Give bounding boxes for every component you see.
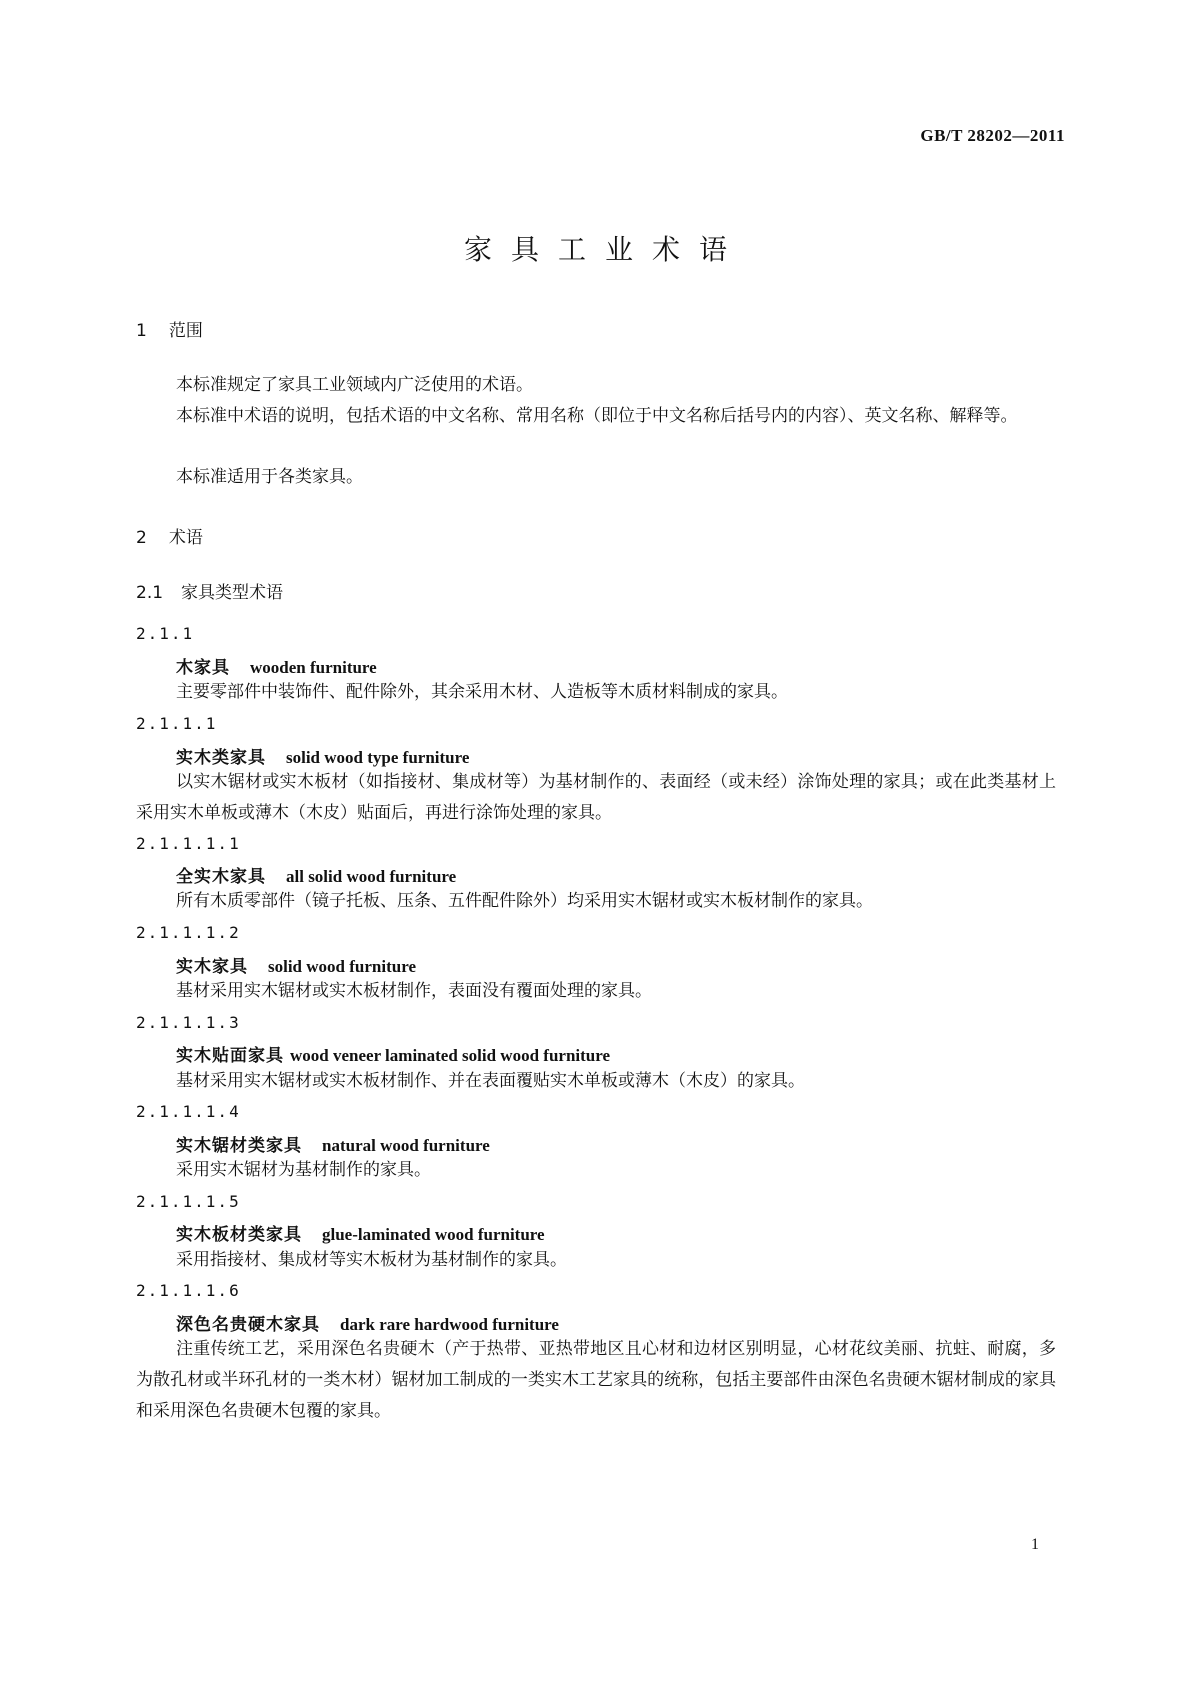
term-definition: 基材采用实木锯材或实木板材制作、并在表面覆贴实木单板或薄木（木皮）的家具。: [176, 1071, 805, 1091]
term-zh: 木家具: [176, 658, 230, 678]
term-definition: 注重传统工艺，采用深色名贵硬木（产于热带、亚热带地区且心材和边材区别明显，心材花纹美丽、抗蛀、耐腐，多为散孔材或半环孔材的一类木材）锯材加工制成的一类实木工艺家具的统称，包括主要部件由深色名贵硬木锯材制成的家具和采用深色名贵硬木包覆的家具。: [136, 1339, 1056, 1421]
term-number: 2.1.1: [136, 624, 195, 643]
subsection-heading-furniture-types: [136, 578, 283, 603]
term-en: solid wood furniture: [268, 957, 416, 976]
term-title: [176, 653, 377, 678]
term-definition: 采用指接材、集成材等实木板材为基材制作的家具。: [176, 1250, 567, 1270]
section-title: 范围: [168, 321, 203, 341]
term-number: 2.1.1.1.3: [136, 1013, 241, 1032]
term-number: 2.1.1.1.5: [136, 1192, 241, 1211]
term-title: [176, 952, 416, 977]
term-number: 2.1.1.1.1: [136, 834, 241, 853]
page-number: 1: [1031, 1536, 1039, 1553]
term-zh: 深色名贵硬木家具: [176, 1315, 320, 1335]
document-title: 家具工业术语: [463, 233, 746, 266]
term-en: wooden furniture: [250, 658, 377, 677]
term-definition: 以实木锯材或实木板材（如指接材、集成材等）为基材制作的、表面经（或未经）涂饰处理的家具；或在此类基材上采用实木单板或薄木（木皮）贴面后，再进行涂饰处理的家具。: [136, 772, 1056, 823]
term-definition: 采用实木锯材为基材制作的家具。: [176, 1160, 431, 1180]
term-en: natural wood furniture: [322, 1136, 490, 1155]
term-title: [176, 1041, 610, 1066]
term-zh: 实木锯材类家具: [176, 1136, 302, 1156]
term-title: [176, 1131, 490, 1156]
term-zh: 全实木家具: [176, 867, 266, 887]
term-number: 2.1.1.1.4: [136, 1102, 241, 1121]
term-zh: 实木贴面家具: [176, 1046, 284, 1066]
term-en: dark rare hardwood furniture: [340, 1315, 559, 1334]
term-zh: 实木板材类家具: [176, 1225, 302, 1245]
term-en: glue-laminated wood furniture: [322, 1225, 545, 1244]
section-heading-terms: [136, 523, 203, 548]
term-zh: 实木家具: [176, 957, 248, 977]
section-title: 术语: [168, 528, 203, 548]
section-title: 家具类型术语: [181, 583, 284, 603]
term-definition: 主要零部件中装饰件、配件除外，其余采用木材、人造板等木质材料制成的家具。: [176, 682, 788, 702]
scope-paragraph: 本标准规定了家具工业领域内广泛使用的术语。: [176, 375, 533, 395]
term-title: [176, 743, 469, 768]
term-number: 2.1.1.1.6: [136, 1281, 241, 1300]
section-number: 1: [136, 321, 147, 341]
term-number: 2.1.1.1: [136, 714, 218, 733]
scope-paragraph: 本标准中术语的说明，包括术语的中文名称、常用名称（即位于中文名称后括号内的内容）、英文名称、解释等。: [176, 406, 1018, 426]
term-zh: 实木类家具: [176, 748, 266, 768]
term-en: solid wood type furniture: [286, 748, 470, 767]
standard-code: GB/T 28202—2011: [920, 126, 1065, 145]
section-number: 2: [136, 528, 147, 548]
term-title: [176, 1220, 545, 1245]
term-en: all solid wood furniture: [286, 867, 457, 886]
term-title: [176, 862, 456, 887]
term-definition: 基材采用实木锯材或实木板材制作，表面没有覆面处理的家具。: [176, 981, 652, 1001]
scope-paragraph: 本标准适用于各类家具。: [176, 467, 363, 487]
term-title: [176, 1310, 559, 1335]
term-en: wood veneer laminated solid wood furniture: [290, 1046, 611, 1065]
term-number: 2.1.1.1.2: [136, 923, 241, 942]
term-definition: 所有木质零部件（镜子托板、压条、五件配件除外）均采用实木锯材或实木板材制作的家具。: [176, 891, 873, 911]
section-number: 2.1: [136, 583, 164, 603]
section-heading-scope: [136, 316, 203, 341]
